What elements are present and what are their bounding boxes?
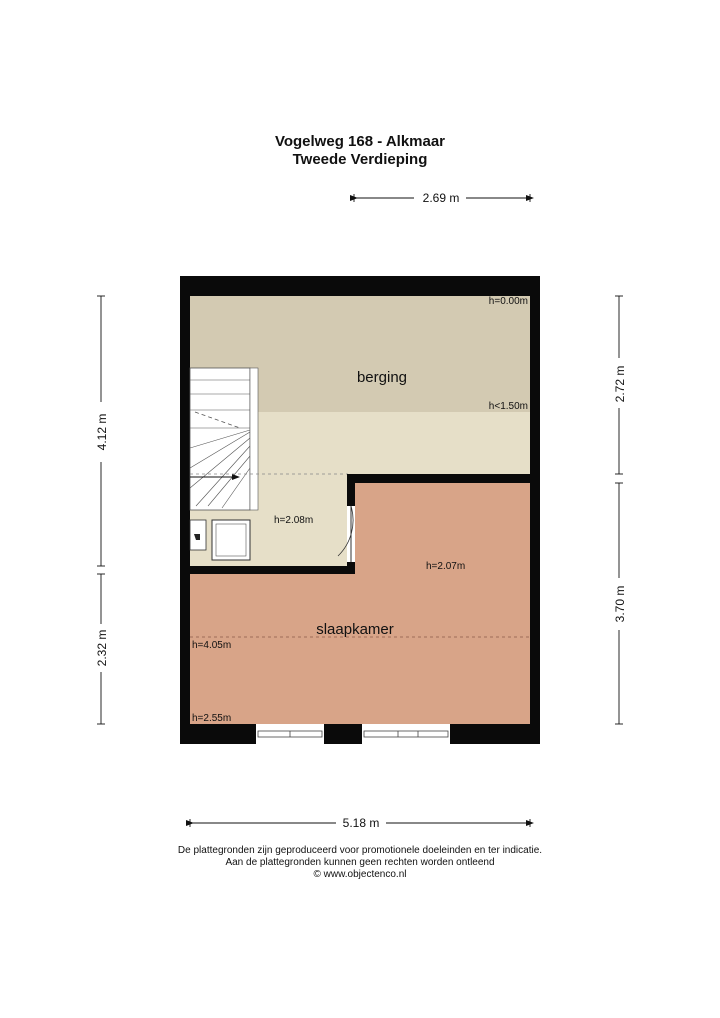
dimension-bottom <box>190 816 530 830</box>
dimension-left-lower <box>95 574 109 724</box>
appliance-icon <box>212 520 250 560</box>
dimension-right-lower-label: 3.70 m <box>613 585 627 623</box>
dimension-right-upper <box>613 296 627 474</box>
dimension-left-upper <box>95 296 109 566</box>
bedroom-height-mid: h=4.05m <box>192 640 232 651</box>
page-subtitle: Tweede Verdieping <box>292 151 428 168</box>
disclaimer-line-1: De plattegronden zijn geproduceerd voor promotionele doeleinden en ter indicatie. <box>177 845 543 856</box>
dimension-bottom-label: 5.18 m <box>342 816 380 830</box>
storage-height-mid: h<1.50m <box>488 401 528 412</box>
bedroom-height-center: h=2.07m <box>426 561 466 572</box>
dimension-right-upper-label: 2.72 m <box>613 365 627 403</box>
copyright-line: © www.objectenco.nl <box>313 869 407 880</box>
storage-room-label: berging <box>356 369 408 386</box>
dimension-left-lower-label: 2.32 m <box>95 629 109 667</box>
staircase <box>190 368 258 510</box>
bedroom-room <box>355 483 530 573</box>
window-left <box>256 724 324 744</box>
dimension-top <box>354 191 530 205</box>
water-tap-icon <box>190 520 206 550</box>
dimension-left-upper-label: 4.12 m <box>95 413 109 451</box>
bedroom-room-label: slaapkamer <box>316 621 394 638</box>
storage-height-top: h=0.00m <box>488 296 528 307</box>
interior-wall-top <box>347 474 530 483</box>
dimension-right-lower <box>613 483 627 724</box>
bedroom-room-lower <box>190 573 530 724</box>
landing-height-label: h=2.08m <box>274 515 314 526</box>
disclaimer-line-2: Aan de plattegronden kunnen geen rechten worden ontleend <box>225 857 495 868</box>
dimension-top-label: 2.69 m <box>422 191 460 205</box>
window-right <box>362 724 450 744</box>
interior-wall-horizontal <box>190 566 355 574</box>
bedroom-height-bottom: h=2.55m <box>192 713 232 724</box>
page-title: Vogelweg 168 - Alkmaar <box>274 133 446 150</box>
